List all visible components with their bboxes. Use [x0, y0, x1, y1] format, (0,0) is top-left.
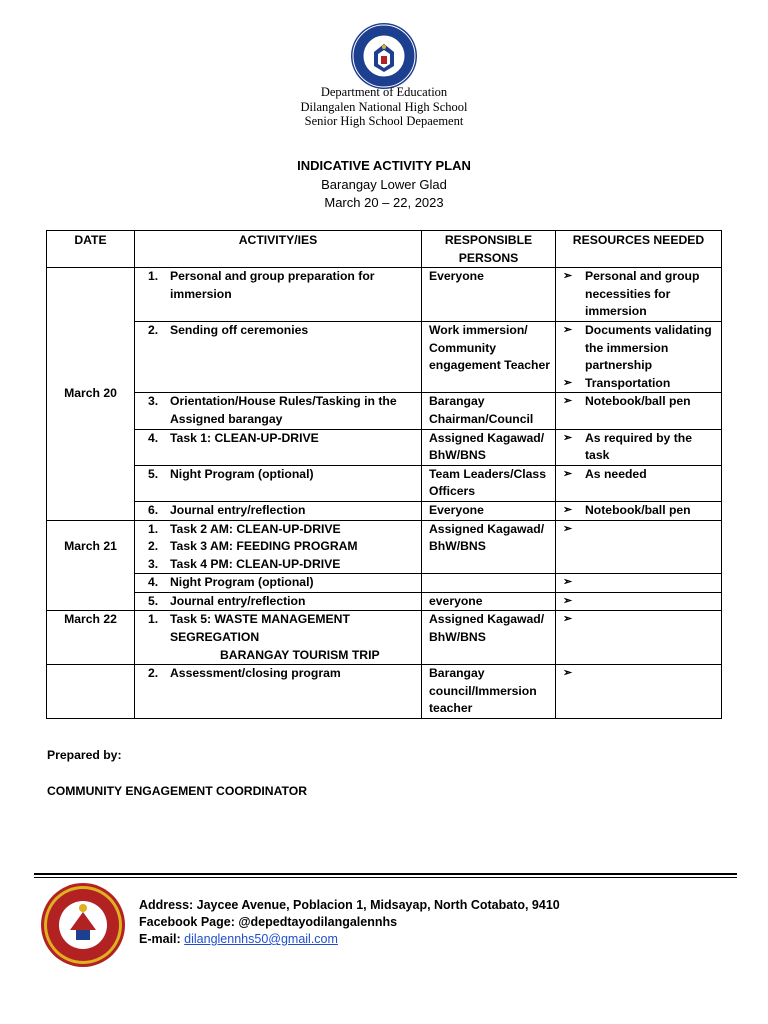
table-row	[47, 665, 722, 719]
deped-seal-logo	[350, 22, 418, 90]
resources-cell	[556, 592, 722, 611]
persons-cell: Everyone	[422, 268, 556, 322]
arrow-bullet-icon: ➢	[563, 667, 573, 680]
arrow-bullet-icon: ➢	[563, 395, 573, 408]
activity-cell	[135, 429, 422, 465]
table-row	[47, 393, 722, 429]
arrow-bullet-icon: ➢	[563, 467, 573, 480]
header-resources: RESOURCES NEEDED	[556, 231, 722, 268]
activity-cell	[135, 321, 422, 392]
resources-cell	[556, 465, 722, 501]
activity-text: Personal and group preparation for immersion	[170, 269, 375, 301]
activity-number: 2.	[148, 666, 159, 681]
document-dates: March 20 – 22, 2023	[324, 195, 444, 210]
activity-number: 3.	[148, 394, 159, 409]
arrow-bullet-icon: ➢	[563, 376, 573, 389]
coordinator-title: COMMUNITY ENGAGEMENT COORDINATOR	[47, 784, 308, 798]
activity-text: Task 4 PM: CLEAN-UP-DRIVE	[170, 556, 341, 571]
resources-cell	[556, 520, 722, 574]
arrow-bullet-icon: ➢	[563, 522, 573, 535]
persons-cell: Assigned Kagawad/ BhW/BNS	[422, 429, 556, 465]
activity-text: Journal entry/reflection	[170, 593, 306, 608]
date-cell: March 20	[47, 268, 135, 520]
activity-text: Orientation/House Rules/Tasking in the Assigned barangay	[170, 394, 397, 426]
table-row	[47, 465, 722, 501]
resource-item: Personal and group necessities for immersion	[585, 269, 700, 319]
activity-number: 3.	[148, 556, 159, 571]
footer-facebook: Facebook Page: @depedtayodilangalennhs	[139, 915, 398, 929]
header-activity: ACTIVITY/IES	[135, 231, 422, 268]
activity-cell	[135, 520, 422, 574]
activity-number: 2.	[148, 322, 159, 337]
activity-text: Sending off ceremonies	[170, 322, 309, 337]
footer-contact	[139, 897, 560, 948]
date-cell: March 21	[47, 520, 135, 611]
resource-item: Documents validating the immersion partnership	[585, 322, 712, 373]
resource-item: Notebook/ball pen	[585, 502, 691, 517]
resources-cell	[556, 665, 722, 719]
resource-item	[585, 665, 717, 683]
resources-cell	[556, 574, 722, 593]
table-row	[47, 501, 722, 520]
table-row	[47, 321, 722, 392]
footer-email-line	[139, 931, 560, 948]
resource-item	[585, 521, 717, 539]
letterhead	[0, 85, 768, 129]
activity-number: 1.	[148, 269, 159, 284]
activity-cell	[135, 665, 422, 719]
letterhead-department: Department of Education	[320, 85, 448, 99]
activity-number: 1.	[148, 521, 159, 536]
activity-subtext: BARANGAY TOURISM TRIP	[220, 647, 380, 662]
activity-text: Night Program (optional)	[170, 575, 314, 590]
resource-item: Notebook/ball pen	[585, 394, 691, 409]
arrow-bullet-icon: ➢	[563, 594, 573, 607]
arrow-bullet-icon: ➢	[563, 270, 573, 283]
activity-cell	[135, 393, 422, 429]
activity-text: Assessment/closing program	[170, 666, 341, 681]
document-title: INDICATIVE ACTIVITY PLAN	[297, 158, 471, 173]
table-row	[47, 592, 722, 611]
date-cell: March 22	[47, 611, 135, 665]
footer-address: Address: Jaycee Avenue, Poblacion 1, Midsayap, North Cotabato, 9410	[139, 898, 560, 912]
resources-cell	[556, 268, 722, 322]
activity-text: Task 3 AM: FEEDING PROGRAM	[170, 539, 358, 554]
arrow-bullet-icon: ➢	[563, 323, 573, 336]
letterhead-school: Dilangalen National High School	[300, 99, 468, 114]
persons-cell	[422, 574, 556, 593]
resources-cell	[556, 321, 722, 392]
persons-cell: Team Leaders/Class Officers	[422, 465, 556, 501]
header-date: DATE	[47, 231, 135, 268]
prepared-by-label: Prepared by:	[47, 748, 122, 762]
document-place: Barangay Lower Glad	[321, 176, 447, 192]
resources-cell	[556, 393, 722, 429]
resources-cell	[556, 501, 722, 520]
resource-item: As needed	[585, 466, 647, 481]
title-block	[0, 157, 768, 213]
persons-cell: everyone	[422, 592, 556, 611]
persons-cell: Everyone	[422, 501, 556, 520]
persons-cell: Barangay council/Immersion teacher	[422, 665, 556, 719]
table-row	[47, 520, 722, 574]
activity-cell	[135, 592, 422, 611]
activity-text: Task 2 AM: CLEAN-UP-DRIVE	[170, 521, 341, 536]
school-seal-logo	[40, 882, 126, 968]
resource-item	[585, 574, 717, 592]
activity-text: Task 5: WASTE MANAGEMENT SEGREGATION	[170, 612, 350, 645]
activity-number: 5.	[148, 593, 159, 608]
table-row	[47, 268, 722, 322]
table-row	[47, 429, 722, 465]
activity-plan-table	[46, 230, 722, 719]
activity-cell	[135, 268, 422, 322]
activity-text: Task 1: CLEAN-UP-DRIVE	[170, 430, 319, 445]
arrow-bullet-icon: ➢	[563, 503, 573, 516]
arrow-bullet-icon: ➢	[563, 431, 573, 444]
date-cell-empty	[47, 665, 135, 719]
activity-text: Night Program (optional)	[170, 466, 314, 481]
activity-number: 1.	[148, 612, 159, 627]
resource-item	[585, 593, 717, 611]
activity-number: 6.	[148, 502, 159, 517]
activity-text: Journal entry/reflection	[170, 502, 306, 517]
footer-divider	[34, 873, 737, 875]
activity-number: 4.	[148, 430, 159, 445]
activity-number: 4.	[148, 575, 159, 590]
table-header-row	[47, 231, 722, 268]
arrow-bullet-icon: ➢	[563, 576, 573, 589]
email-link[interactable]: dilanglennhs50@gmail.com	[184, 932, 338, 946]
persons-cell: Barangay Chairman/Council	[422, 393, 556, 429]
resources-cell	[556, 611, 722, 665]
letterhead-division: Senior High School Depaement	[304, 114, 464, 128]
activity-number: 5.	[148, 466, 159, 481]
footer-divider-thin	[34, 877, 737, 878]
resource-item	[585, 611, 717, 629]
footer-email-label: E-mail:	[139, 932, 181, 946]
activity-number: 2.	[148, 539, 159, 554]
activity-cell	[135, 574, 422, 593]
activity-cell	[135, 465, 422, 501]
table-row	[47, 574, 722, 593]
resource-item: Transportation	[585, 375, 671, 390]
activity-cell	[135, 611, 422, 665]
persons-cell: Assigned Kagawad/ BhW/BNS	[422, 611, 556, 665]
persons-cell: Work immersion/ Community engagement Teacher	[422, 321, 556, 392]
table-row	[47, 611, 722, 665]
activity-cell	[135, 501, 422, 520]
arrow-bullet-icon: ➢	[563, 613, 573, 626]
persons-cell: Assigned Kagawad/ BhW/BNS	[422, 520, 556, 574]
header-persons: RESPONSIBLE PERSONS	[422, 231, 556, 268]
resources-cell	[556, 429, 722, 465]
resource-item: As required by the task	[585, 430, 693, 463]
